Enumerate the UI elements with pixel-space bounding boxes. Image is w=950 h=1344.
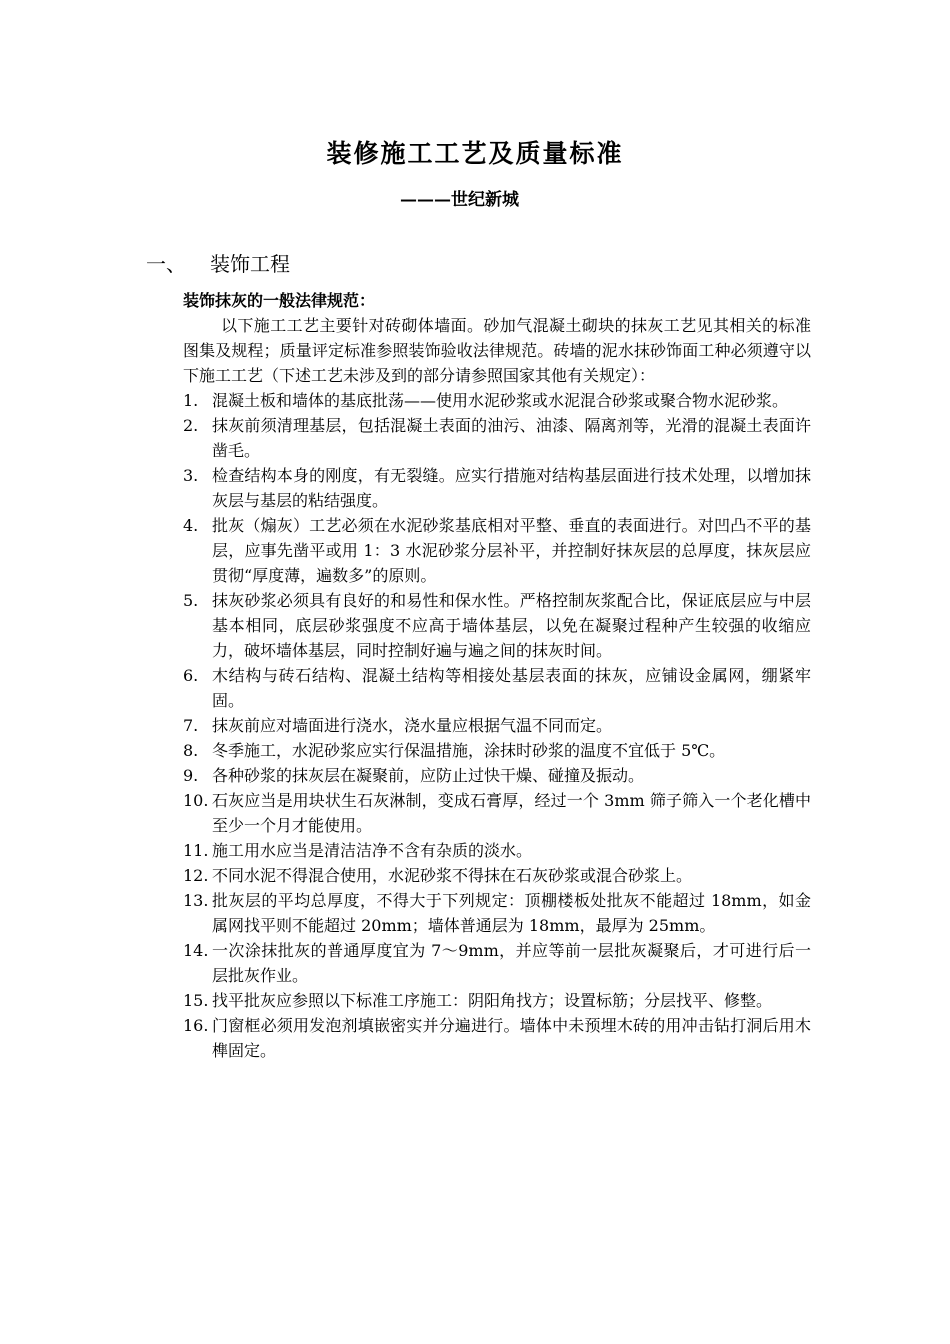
list-item-number: 6. — [183, 666, 199, 685]
list-item — [183, 763, 811, 788]
section-title: 装饰工程 — [210, 252, 290, 276]
list-item-text: 批灰（煽灰）工艺必须在水泥砂浆基底相对平整、垂直的表面进行。对凹凸不平的基层，应事先凿平或用 1：3 水泥砂浆分层补平，并控制好抹灰层的总厚度，抹灰层应贯彻“厚度薄，遍数多”的原则。 — [212, 516, 811, 585]
intro-paragraph: 以下施工工艺主要针对砖砌体墙面。砂加气混凝土砌块的抹灰工艺见其相关的标准图集及规程；质量评定标准参照装饰验收法律规范。砖墙的泥水抹砂饰面工种必须遵守以下施工工艺（下述工艺未涉及到的部分请参照国家其他有关规定）： — [183, 316, 811, 385]
list-item — [183, 388, 811, 413]
list-item-text: 一次涂抹批灰的普通厚度宜为 7～9mm，并应等前一层批灰凝聚后，才可进行后一层批灰作业。 — [212, 941, 811, 985]
list-item-number: 12. — [183, 866, 209, 885]
list-item-text: 不同水泥不得混合使用，水泥砂浆不得抹在石灰砂浆或混合砂浆上。 — [212, 866, 693, 885]
list-item-text: 石灰应当是用块状生石灰淋制，变成石膏厚，经过一个 3mm 筛子筛入一个老化槽中至少一个月才能使用。 — [212, 791, 811, 835]
list-item — [183, 938, 811, 988]
list-item — [183, 713, 811, 738]
list-item-number: 16. — [183, 1016, 209, 1035]
list-item — [183, 463, 811, 513]
list-item-number: 3. — [183, 466, 199, 485]
list-item-text: 抹灰砂浆必须具有良好的和易性和保水性。严格控制灰浆配合比，保证底层应与中层基本相同，底层砂浆强度不应高于墙体基层，以免在凝聚过程种产生较强的收缩应力，破坏墙体基层，同时控制好遍与遍之间的抹灰时间。 — [212, 591, 811, 660]
list-item-text: 找平批灰应参照以下标准工序施工：阴阳角找方；设置标筋；分层找平、修整。 — [212, 991, 773, 1010]
list-item — [183, 788, 811, 838]
list-item — [183, 838, 811, 863]
list-item — [183, 513, 811, 588]
list-item — [183, 738, 811, 763]
list-item-number: 15. — [183, 991, 209, 1010]
list-item-text: 抹灰前须清理基层，包括混凝土表面的油污、油漆、隔离剂等，光滑的混凝土表面许凿毛。 — [212, 416, 811, 460]
list-item-text: 冬季施工，水泥砂浆应实行保温措施，涂抹时砂浆的温度不宜低于 5℃。 — [212, 741, 726, 760]
section-body — [183, 288, 811, 1063]
list-item — [183, 888, 811, 938]
list-item-text: 各种砂浆的抹灰层在凝聚前，应防止过快干燥、碰撞及振动。 — [212, 766, 645, 785]
document-title: 装修施工工艺及质量标准 — [326, 139, 624, 168]
list-item-number: 2. — [183, 416, 199, 435]
list-item-number: 4. — [183, 516, 199, 535]
list-item — [183, 413, 811, 463]
list-item-text: 抹灰前应对墙面进行浇水，浇水量应根据气温不同而定。 — [212, 716, 613, 735]
list-item-text: 门窗框必须用发泡剂填嵌密实并分遍进行。墙体中未预埋木砖的用冲击钻打洞后用木榫固定。 — [212, 1016, 811, 1060]
list-item-number: 1. — [183, 391, 199, 410]
rules-list — [183, 388, 811, 1063]
list-item-number: 7. — [183, 716, 199, 735]
list-item-number: 10. — [183, 791, 209, 810]
section-number: 一、 — [146, 252, 186, 276]
list-item-number: 9. — [183, 766, 199, 785]
list-item-number: 13. — [183, 891, 209, 910]
list-item-number: 5. — [183, 591, 199, 610]
section-heading — [146, 250, 290, 278]
list-item-text: 木结构与砖石结构、混凝土结构等相接处基层表面的抹灰，应铺设金属网，绷紧牢固。 — [212, 666, 811, 710]
list-item-text: 混凝土板和墙体的基底批荡——使用水泥砂浆或水泥混合砂浆或聚合物水泥砂浆。 — [212, 391, 789, 410]
list-item — [183, 588, 811, 663]
list-item — [183, 663, 811, 713]
document-subtitle: ———世纪新城 — [400, 190, 519, 210]
list-item — [183, 863, 811, 888]
list-item-text: 批灰层的平均总厚度，不得大于下列规定：顶棚楼板处批灰不能超过 18mm，如金属网找平则不能超过 20mm；墙体普通层为 18mm，最厚为 25mm。 — [212, 891, 811, 935]
list-item-number: 14. — [183, 941, 209, 960]
list-item — [183, 1013, 811, 1063]
list-item-number: 8. — [183, 741, 199, 760]
list-item — [183, 988, 811, 1013]
list-item-text: 检查结构本身的刚度，有无裂缝。应实行措施对结构基层面进行技术处理，以增加抹灰层与基层的粘结强度。 — [212, 466, 811, 510]
subsection-heading: 装饰抹灰的一般法律规范： — [183, 291, 376, 310]
list-item-text: 施工用水应当是清洁洁净不含有杂质的淡水。 — [212, 841, 533, 860]
list-item-number: 11. — [183, 841, 209, 860]
